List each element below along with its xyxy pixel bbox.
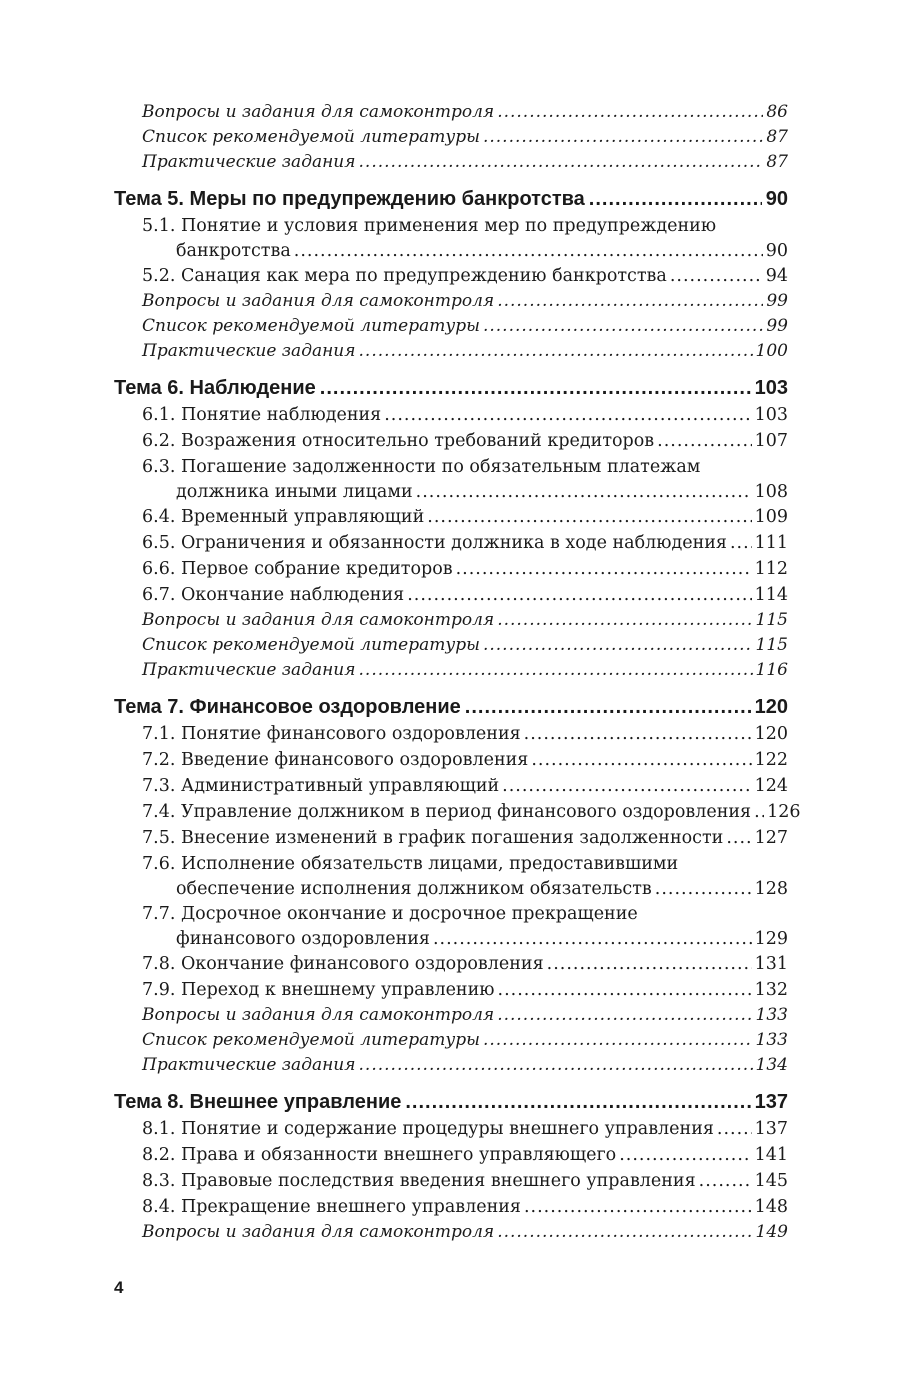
dot-leader — [531, 747, 751, 773]
toc-entry-title: 7.3. Административный управляющий — [142, 776, 500, 796]
toc-entry-title: Список рекомендуемой литературы — [142, 1030, 480, 1050]
toc-entry-title: 8.2. Права и обязанности внешнего управляющего — [142, 1145, 617, 1165]
toc-entry — [114, 402, 788, 428]
toc-entry — [114, 977, 788, 1003]
toc-entry-page: 132 — [754, 980, 788, 1000]
toc-entry-title: Вопросы и задания для самоконтроля — [142, 610, 495, 630]
toc-entry-title: Вопросы и задания для самоконтроля — [142, 291, 495, 311]
toc-entry-title: Вопросы и задания для самоконтроля — [142, 1005, 495, 1025]
toc-entry-page: 149 — [755, 1222, 788, 1242]
toc-theme-heading — [114, 1088, 788, 1116]
toc-entry-title: Список рекомендуемой литературы — [142, 635, 480, 655]
dot-leader — [726, 825, 751, 851]
toc-entry-page: 148 — [754, 1197, 788, 1217]
toc-entry-title: 7.8. Окончание финансового оздоровления — [142, 954, 544, 974]
toc-entry-title: 6.6. Первое собрание кредиторов — [142, 559, 453, 579]
toc-entry-page: 103 — [754, 405, 788, 425]
dot-leader — [483, 633, 753, 658]
dot-leader — [320, 374, 751, 402]
toc-entry-title: Практические задания — [142, 1055, 356, 1075]
toc-entry — [114, 263, 788, 289]
dot-leader — [497, 1220, 752, 1245]
page-number: 4 — [114, 1278, 124, 1297]
theme-page: 90 — [765, 188, 788, 210]
toc-entry — [114, 530, 788, 556]
dot-leader — [359, 150, 764, 175]
dot-leader — [407, 582, 751, 608]
toc-entry-title-line1: 6.3. Погашение задолженности по обязательным платежам — [142, 457, 701, 477]
toc-entry-title: Список рекомендуемой литературы — [142, 316, 480, 336]
toc-entry — [114, 799, 801, 825]
dot-leader — [655, 876, 752, 902]
toc-theme-heading — [114, 693, 788, 721]
toc-entry-page: 126 — [767, 802, 801, 822]
toc-entry-page: 87 — [766, 127, 788, 147]
toc-entry-page: 116 — [755, 660, 788, 680]
toc-entry — [114, 339, 788, 364]
toc-entry — [114, 100, 788, 125]
toc-entry-page: 109 — [754, 507, 788, 527]
toc-entry-page: 133 — [755, 1005, 788, 1025]
toc-entry-page: 107 — [754, 431, 788, 451]
toc-entry — [114, 773, 788, 799]
toc-entry — [114, 721, 788, 747]
toc-entry-title: 6.2. Возражения относительно требований кредиторов — [142, 431, 655, 451]
toc-entry — [114, 1142, 788, 1168]
dot-leader — [619, 1142, 751, 1168]
toc-entry — [114, 289, 788, 314]
toc-entry — [114, 1116, 788, 1142]
toc-entry-page: 114 — [754, 585, 788, 605]
theme-title: Тема 8. Внешнее управление — [114, 1091, 402, 1113]
toc-entry-page: 115 — [755, 610, 788, 630]
toc-entry-page: 108 — [754, 482, 788, 502]
dot-leader — [294, 238, 763, 264]
toc-entry — [114, 825, 788, 851]
toc-entry — [114, 851, 788, 901]
dot-leader — [657, 428, 751, 454]
dot-leader — [497, 1003, 752, 1028]
toc-entry — [114, 608, 788, 633]
toc-entry-title: 7.5. Внесение изменений в график погашения задолженности — [142, 828, 724, 848]
toc-entry-title: Вопросы и задания для самоконтроля — [142, 102, 495, 122]
dot-leader — [359, 1053, 753, 1078]
toc-entry — [114, 504, 788, 530]
toc-entry-page: 99 — [766, 316, 788, 336]
dot-leader — [730, 530, 752, 556]
toc-theme-heading — [114, 185, 788, 213]
toc-entry-title-line1: 5.1. Понятие и условия применения мер по предупреждению — [142, 216, 717, 236]
dot-leader — [502, 773, 751, 799]
toc-entry-page: 90 — [765, 241, 788, 261]
dot-leader — [589, 185, 762, 213]
toc-entry-page: 141 — [754, 1145, 788, 1165]
toc-entry-title: 5.2. Санация как мера по предупреждению банкротства — [142, 266, 667, 286]
toc-entry-title: 7.2. Введение финансового оздоровления — [142, 750, 529, 770]
toc-entry — [114, 556, 788, 582]
theme-page: 137 — [754, 1091, 788, 1113]
dot-leader — [483, 1028, 753, 1053]
toc-entry-page: 99 — [766, 291, 788, 311]
toc-entry-page: 94 — [765, 266, 788, 286]
dot-leader — [497, 100, 763, 125]
dot-leader — [524, 1194, 752, 1220]
toc-entry-title: 7.4. Управление должником в период финансового оздоровления — [142, 802, 752, 822]
toc-entry-title-line2: обеспечение исполнения должником обязательств — [176, 879, 652, 899]
toc-entry — [114, 213, 788, 263]
theme-title: Тема 6. Наблюдение — [114, 377, 316, 399]
dot-leader — [547, 951, 752, 977]
toc-entry — [114, 150, 788, 175]
toc-entry-title-line1: 7.6. Исполнение обязательств лицами, предоставившими — [142, 854, 679, 874]
dot-leader — [384, 402, 751, 428]
dot-leader — [359, 339, 753, 364]
toc-entry — [114, 1168, 788, 1194]
toc-entry — [114, 1028, 788, 1053]
toc-entry — [114, 125, 788, 150]
toc-entry-title: Практические задания — [142, 152, 356, 172]
toc-entry — [114, 1053, 788, 1078]
dot-leader — [754, 799, 764, 825]
theme-title: Тема 5. Меры по предупреждению банкротства — [114, 188, 585, 210]
dot-leader — [465, 693, 751, 721]
theme-page: 103 — [754, 377, 788, 399]
toc-entry — [114, 582, 788, 608]
toc-entry-title: 6.5. Ограничения и обязанности должника в ходе наблюдения — [142, 533, 727, 553]
dot-leader — [524, 721, 752, 747]
toc-entry — [114, 454, 788, 504]
dot-leader — [483, 314, 763, 339]
toc-entry-page: 128 — [754, 879, 788, 899]
theme-title: Тема 7. Финансовое оздоровление — [114, 696, 461, 718]
toc-entry-page: 100 — [755, 341, 788, 361]
toc-entry — [114, 633, 788, 658]
toc-entry — [114, 428, 788, 454]
toc-entry-title: 8.3. Правовые последствия введения внешнего управления — [142, 1171, 696, 1191]
toc-entry-page: 137 — [754, 1119, 788, 1139]
toc-entry-title-line2: финансового оздоровления — [176, 929, 430, 949]
toc-entry — [114, 747, 788, 773]
toc-entry-title: Вопросы и задания для самоконтроля — [142, 1222, 495, 1242]
toc-entry-page: 112 — [754, 559, 788, 579]
toc-entry-title: 7.1. Понятие финансового оздоровления — [142, 724, 521, 744]
theme-page: 120 — [754, 696, 788, 718]
toc-entry — [114, 951, 788, 977]
dot-leader — [497, 608, 752, 633]
dot-leader — [405, 1088, 750, 1116]
toc-entry-page: 129 — [754, 929, 788, 949]
toc-entry-page: 131 — [754, 954, 788, 974]
toc-entry-title-line1: 7.7. Досрочное окончание и досрочное прекращение — [142, 904, 638, 924]
toc-entry-page: 115 — [755, 635, 788, 655]
dot-leader — [483, 125, 763, 150]
toc-entry — [114, 1194, 788, 1220]
toc-entry-page: 120 — [754, 724, 788, 744]
toc-entry-page: 133 — [755, 1030, 788, 1050]
toc-entry — [114, 1003, 788, 1028]
toc-entry-page: 134 — [755, 1055, 788, 1075]
toc-entry — [114, 1220, 788, 1245]
toc-entry-title: 8.1. Понятие и содержание процедуры внешнего управления — [142, 1119, 714, 1139]
dot-leader — [433, 926, 752, 952]
toc-entry-page: 87 — [766, 152, 788, 172]
dot-leader — [497, 289, 763, 314]
toc-theme-heading — [114, 374, 788, 402]
dot-leader — [427, 504, 751, 530]
table-of-contents — [114, 100, 801, 1245]
dot-leader — [699, 1168, 752, 1194]
toc-entry-title: 6.7. Окончание наблюдения — [142, 585, 405, 605]
dot-leader — [670, 263, 763, 289]
dot-leader — [359, 658, 753, 683]
toc-entry-title-line2: должника иными лицами — [176, 482, 413, 502]
dot-leader — [416, 479, 752, 505]
toc-entry — [114, 901, 788, 951]
toc-entry-title: Практические задания — [142, 660, 356, 680]
toc-entry-title: 6.1. Понятие наблюдения — [142, 405, 382, 425]
toc-entry — [114, 314, 788, 339]
toc-entry-title: 6.4. Временный управляющий — [142, 507, 425, 527]
dot-leader — [717, 1116, 752, 1142]
toc-entry-title: 8.4. Прекращение внешнего управления — [142, 1197, 521, 1217]
toc-entry-page: 111 — [754, 533, 788, 553]
toc-entry-page: 124 — [754, 776, 788, 796]
toc-entry-page: 86 — [766, 102, 788, 122]
toc-entry-title: Практические задания — [142, 341, 356, 361]
toc-entry-page: 145 — [754, 1171, 788, 1191]
toc-entry — [114, 658, 788, 683]
dot-leader — [498, 977, 752, 1003]
dot-leader — [456, 556, 752, 582]
toc-entry-title: Список рекомендуемой литературы — [142, 127, 480, 147]
toc-entry-page: 127 — [754, 828, 788, 848]
toc-entry-page: 122 — [754, 750, 788, 770]
toc-entry-title-line2: банкротства — [176, 241, 291, 261]
toc-entry-title: 7.9. Переход к внешнему управлению — [142, 980, 495, 1000]
